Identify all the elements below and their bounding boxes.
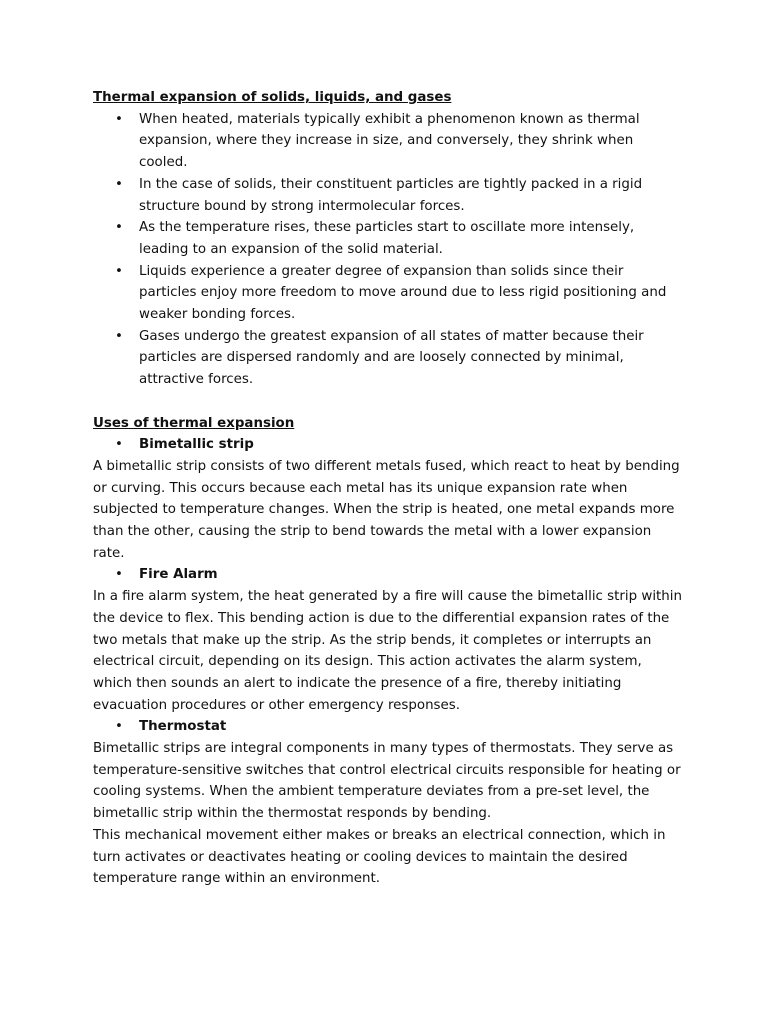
bullet-text: Gases undergo the greatest expansion of all states of matter because their particles are dispersed randomly and are loosely connected by minimal, attractive forces.: [139, 328, 644, 388]
document-page: [93, 87, 683, 890]
subheading-text: Fire Alarm: [139, 567, 218, 583]
list-item: [115, 174, 683, 217]
list-item: [115, 564, 683, 586]
use-subheading-bimetallic-strip: [93, 434, 683, 456]
bullet-text: Liquids experience a greater degree of expansion than solids since their particles enjoy more freedom to move around due to less rigid positioning and weaker bonding forces.: [139, 263, 667, 323]
list-item: [115, 716, 683, 738]
paragraph-thermostat-1: Bimetallic strips are integral components in many types of thermostats. They serve as temperature-sensitive switches that control electrical circuits responsible for heating or cooling systems. When the ambient temperature deviates from a pre-set level, the bimetallic strip within the thermostat responds by bending.: [93, 741, 681, 822]
section-spacer: [93, 391, 683, 413]
section-heading-thermal-expansion: Thermal expansion of solids, liquids, and gases: [93, 90, 452, 105]
bullet-text: In the case of solids, their constituent particles are tightly packed in a rigid structure bound by strong intermolecular forces.: [139, 176, 643, 214]
bullet-icon: •: [115, 719, 123, 735]
bullet-icon: •: [115, 437, 123, 453]
bullet-icon: •: [115, 220, 123, 236]
list-item: [115, 217, 683, 260]
bullet-text: When heated, materials typically exhibit a phenomenon known as thermal expansion, where they increase in size, and conversely, they shrink when cooled.: [139, 111, 640, 171]
subheading-text: Thermostat: [139, 719, 227, 735]
paragraph-thermostat-2: This mechanical movement either makes or breaks an electrical connection, which in turn activates or deactivates heating or cooling devices to maintain the desired temperature range within an environment.: [93, 827, 666, 887]
paragraph-fire-alarm: In a fire alarm system, the heat generated by a fire will cause the bimetallic strip within the device to flex. This bending action is due to the differential expansion rates of the two metals that make up the strip. As the strip bends, it completes or interrupts an electrical circuit, depending on its design. This action activates the alarm system, which then sounds an alert to indicate the presence of a fire, thereby initiating evacuation procedures or other emergency responses.: [93, 589, 682, 713]
list-item: [115, 326, 683, 391]
list-item: [115, 434, 683, 456]
bullet-icon: •: [115, 111, 123, 127]
bullet-text: As the temperature rises, these particles start to oscillate more intensely, leading to an expansion of the solid material.: [139, 220, 635, 257]
bullet-icon: •: [115, 176, 123, 192]
bullet-icon: •: [115, 567, 123, 583]
use-subheading-fire-alarm: [93, 564, 683, 586]
bullet-icon: •: [115, 263, 123, 279]
subheading-text: Bimetallic strip: [139, 437, 254, 453]
paragraph-bimetallic-strip: A bimetallic strip consists of two different metals fused, which react to heat by bending or curving. This occurs because each metal has its unique expansion rate when subjected to temperature changes. When the strip is heated, one metal expands more than the other, causing the strip to bend towards the metal with a lower expansion rate.: [93, 458, 680, 561]
use-subheading-thermostat: [93, 716, 683, 738]
thermal-expansion-bullet-list: [93, 109, 683, 391]
list-item: [115, 109, 683, 174]
section-heading-uses: Uses of thermal expansion: [93, 415, 295, 431]
list-item: [115, 261, 683, 326]
bullet-icon: •: [115, 328, 123, 344]
